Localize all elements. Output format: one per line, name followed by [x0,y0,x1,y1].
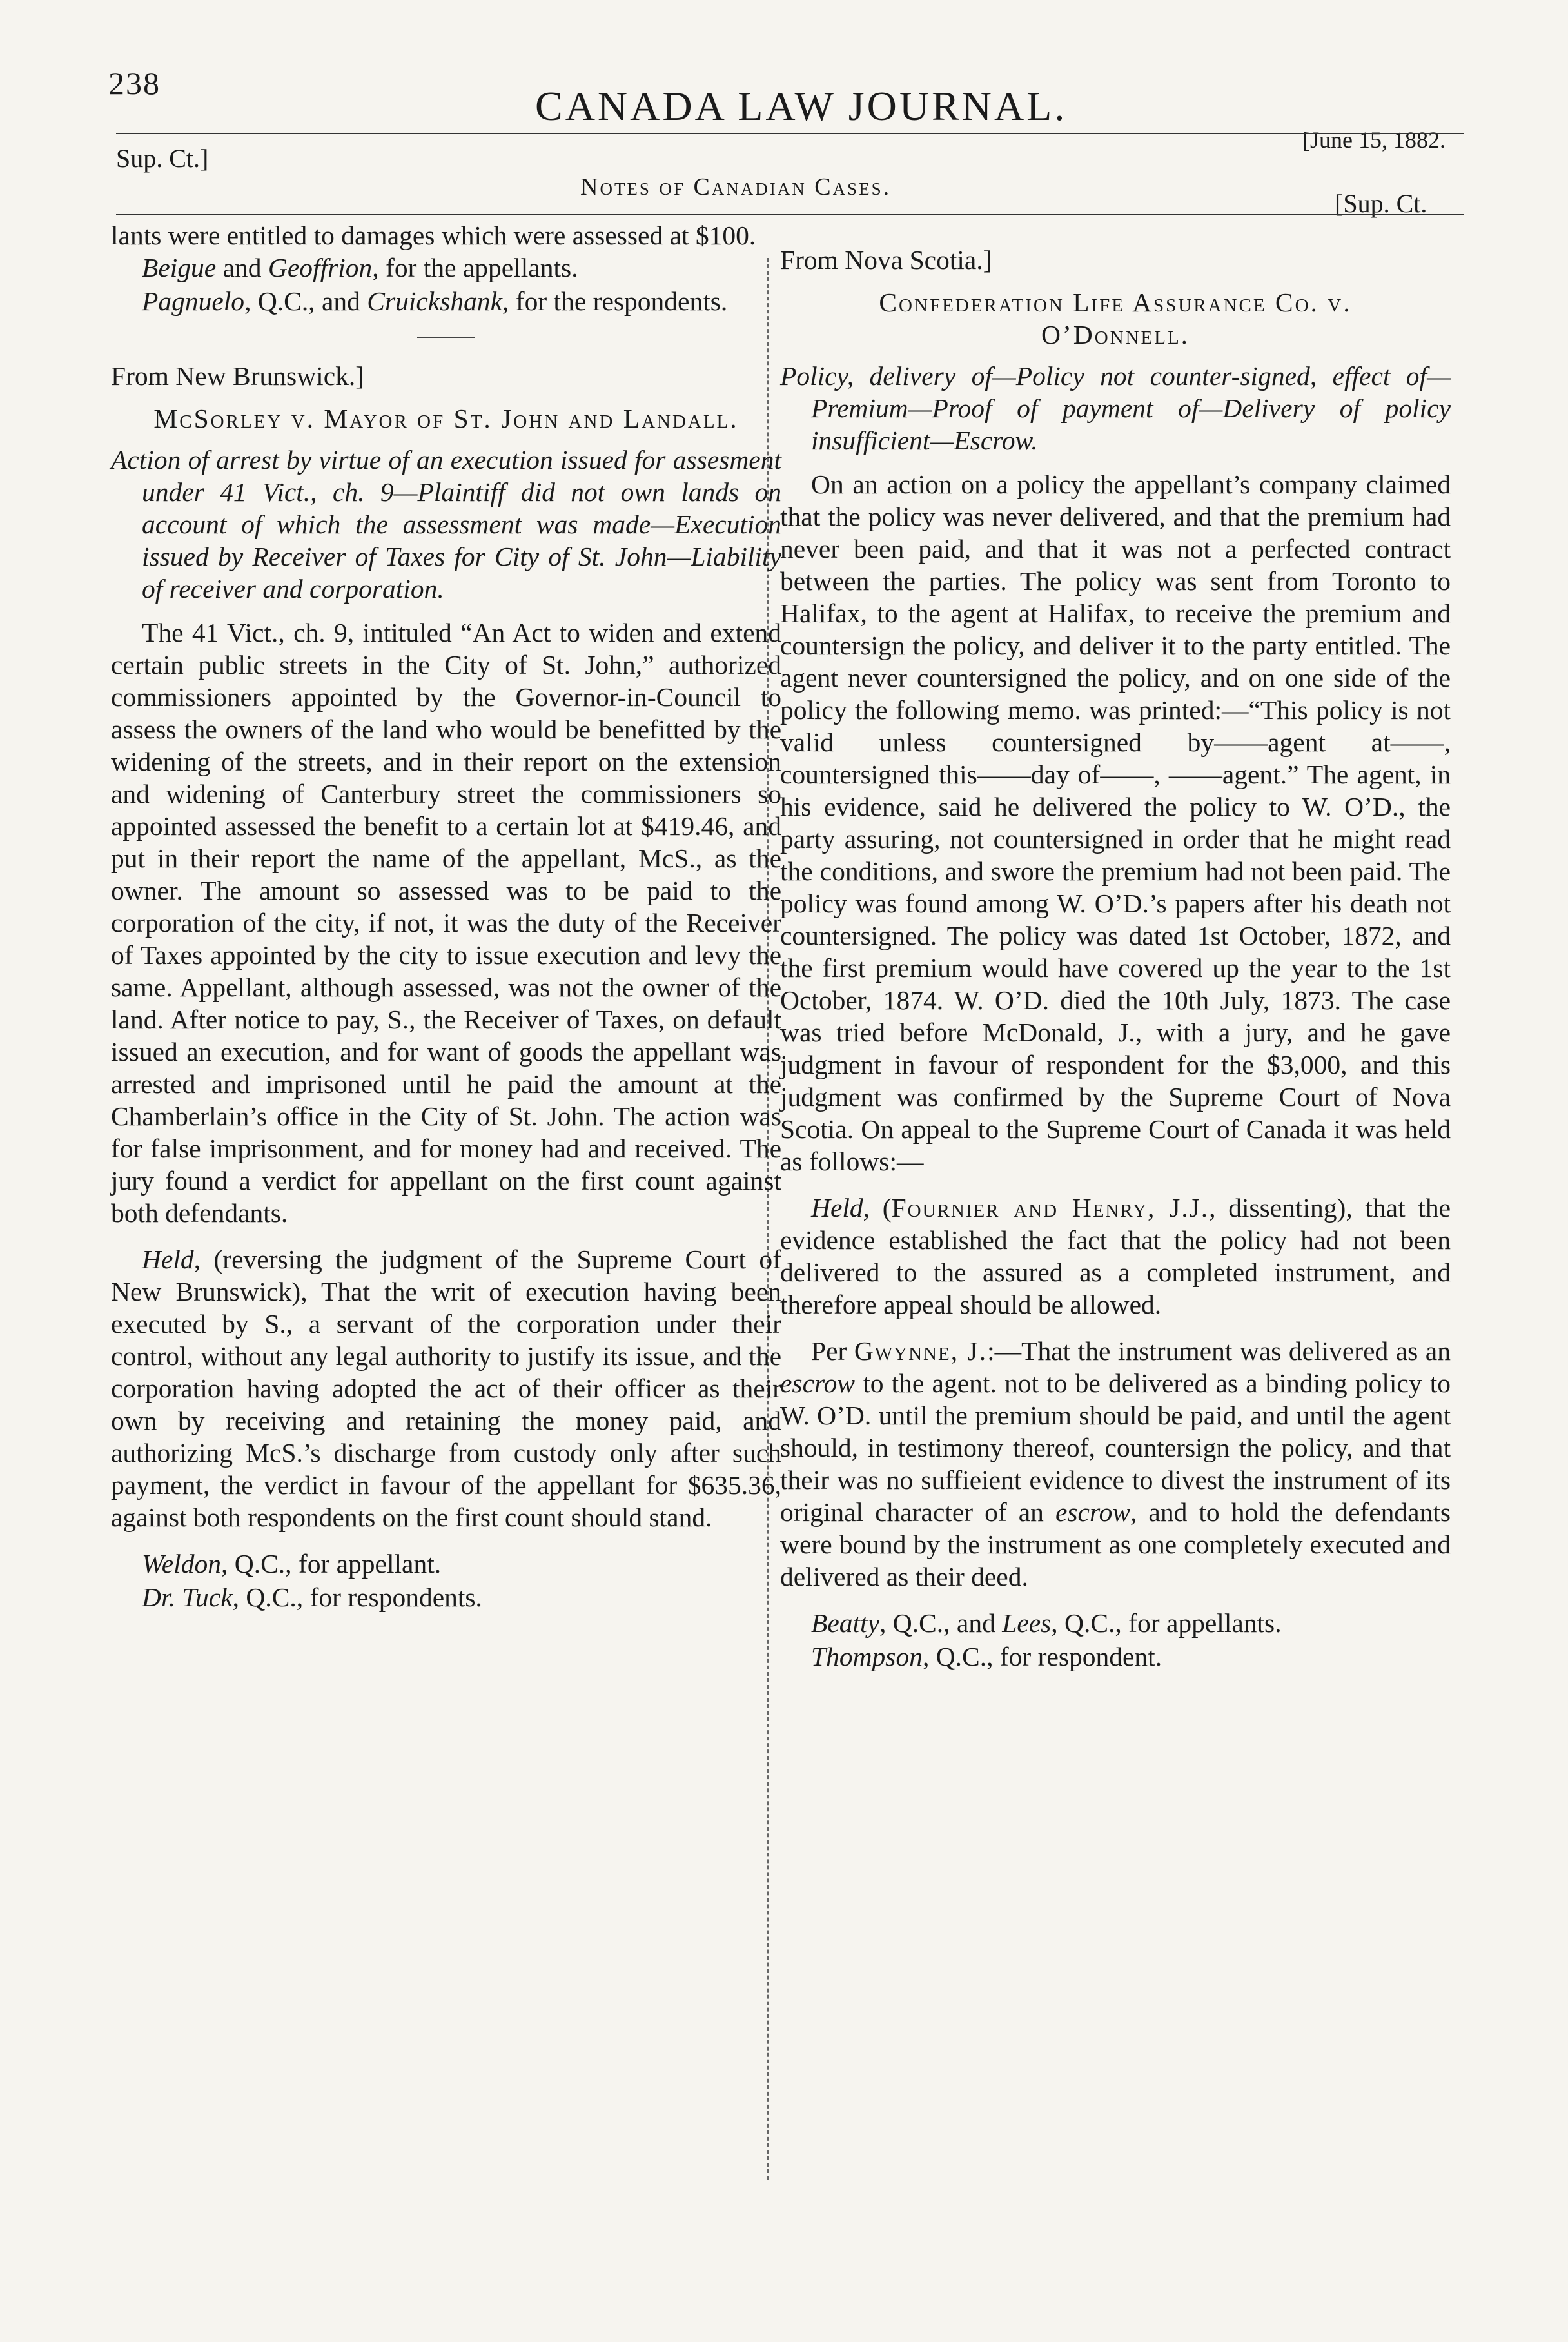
header-rule-top [116,133,1464,134]
judge-name: Gwynne, J. [854,1336,988,1366]
counsel-name: Pagnuelo [142,286,245,316]
counsel-text: and [216,253,268,282]
counsel-text: , Q.C., and [879,1608,1003,1638]
case-facts: On an action on a policy the appellant’s company claimed that the policy was never delivered, and that the premium had never been paid, and that it was not a perfected contract between the parties. The policy was sent from Toronto to Halifax, to the agent at Halifax, to receive the premium and countersign the policy, and deliver it to the party entitled. The agent never countersigned the policy, and on one side of the policy the following memo. was printed:—“This policy is not valid unless countersigned by——agent at——, countersigned this——day of——, ——agent.” The agent, in his evidence, said he delivered the policy to W. O’D., the party assuring, not countersigned in order that he might read the conditions, and swore the premium had not been paid. The policy was found among W. O’D.’s papers after his death not countersigned. The policy was dated 1st October, 1872, and the first premium would have covered up the year to the 1st October, 1874. W. O’D. died the 10th July, 1873. The case was tried before McDonald, J., with a jury, and he gave judgment in favour of respondent for the $3,000, and this judgment was confirmed by the Supreme Court of Nova Scotia. On appeal to the Supreme Court of Canada it was held as follows:— [780,469,1451,1176]
counsel-line [111,285,781,317]
held-text: , dissenting), that the evidence established the fact that the policy had not been delivered to the assured as a completed instrument, and therefore appeal should be allowed. [780,1193,1451,1319]
case-headnote: Action of arrest by virtue of an execution issued for assesment under 41 Vict., ch. 9—Plaintiff did not own lands on account of which the assessment was made—Execution issued by Receiver of Taxes for City of St. John—Liability of receiver and corporation. [111,445,781,604]
left-column [111,219,781,1615]
jurisdiction-line: From New Brunswick.] [111,361,365,391]
held-label: Held, [811,1193,870,1223]
per-judge-opinion [780,1335,1451,1593]
dissenting-judges: Fournier and Henry, J.J. [891,1193,1210,1223]
per-label: Per [811,1336,854,1366]
page-number: 238 [108,65,161,101]
court-label-left: Sup. Ct.] [116,144,209,173]
counsel-line [780,1607,1451,1639]
right-column [780,244,1451,1674]
issue-date: [June 15, 1882. [1302,127,1446,153]
escrow-term: escrow [1055,1497,1131,1527]
case-holding [780,1192,1451,1321]
opinion-text: :—That the instrument was delivered as an [987,1336,1451,1366]
continuation-text: lants were entitled to damages which were assessed at $100. [111,221,756,250]
opinion-text: , and to hold the defendants were bound by the instrument as one completely executed and delivered as their deed. [780,1497,1451,1591]
counsel-name: Lees [1002,1608,1052,1638]
counsel-text: , Q.C., for respondents. [232,1582,482,1612]
section-title: Notes of Canadian Cases. [580,173,892,201]
counsel-text: , Q.C., for respondent. [922,1642,1162,1671]
counsel-name: Weldon [142,1549,221,1579]
counsel-name: Geoffrion [268,253,373,282]
opinion-text: to the agent. not to be delivered as a binding policy to W. O’D. until the premium should be paid, and until the agent should, in testimony thereof, countersign the policy, and that their was no suffieient evidence to divest the instrument of its original character of an [780,1368,1451,1527]
counsel-text: , Q.C., and [244,286,368,316]
case-headnote: Policy, delivery of—Policy not counter-signed, effect of—Premium—Proof of payment of—Delivery of policy insufficient—Escrow. [780,361,1451,455]
case-separator [417,337,475,338]
case-title: Confederation Life Assurance Co. v. O’Donnell. [879,288,1352,349]
counsel-text: , for the appellants. [372,253,578,282]
held-text: ( [870,1193,892,1223]
case-facts: The 41 Vict., ch. 9, intituled “An Act to widen and extend certain public streets in the City of St. John,” authorized commissioners appointed by the Governor-in-Council to assess the owners of the land who would be benefitted by the widening of the streets, and in their report on the extension and widening of Canterbury street the commissioners so appointed assessed the benefit to a certain lot at $419.46, and put in their report the name of the appellant, McS., as the owner. The amount so assessed was to be paid to the corporation of the city, if not, it was the duty of the Receiver of Taxes appointed by the city to issue execution and levy the same. Appellant, although assessed, was not the owner of the land. After notice to pay, S., the Receiver of Taxes, on default issued an execution, and for want of goods the appellant was arrested and imprisoned until he paid the amount at the Chamberlain’s office in the City of St. John. The action was for false imprisonment, and for money had and received. The jury found a verdict for appellant on the first count against both defendants. [111,618,781,1228]
counsel-line [111,251,781,284]
jurisdiction-line: From Nova Scotia.] [780,245,992,275]
escrow-term: escrow [780,1368,856,1398]
counsel-text: , for the respondents. [502,286,728,316]
counsel-name: Beigue [142,253,217,282]
case-title: McSorley v. Mayor of St. John and Landall. [153,404,739,433]
journal-title: CANADA LAW JOURNAL. [535,83,1068,129]
counsel-text: , Q.C., for appellant. [220,1549,442,1579]
counsel-line [111,1548,781,1580]
held-text: (reversing the judgment of the Supreme Court of New Brunswick), That the writ of execution having been executed by S., a servant of the corporation under their control, without any legal authority to justify its issue, and the corporation having adopted the act of their officer as their own by receiving and retaining the money paid, and authorizing McS.’s discharge from custody only after such payment, the verdict in favour of the appellant for $635.36, against both respondents on the first count should stand. [111,1245,781,1532]
counsel-name: Beatty [811,1608,879,1638]
counsel-name: Thompson [811,1642,923,1671]
held-label: Held, [142,1245,201,1274]
counsel-name: Dr. Tuck [142,1582,233,1612]
court-label-right: [Sup. Ct. [1335,189,1427,218]
counsel-name: Cruickshank [367,286,503,316]
counsel-text: , Q.C., for appellants. [1051,1608,1282,1638]
counsel-line [780,1640,1451,1673]
case-holding [111,1243,781,1533]
counsel-line [111,1581,781,1613]
header-rule-bottom [116,214,1464,215]
